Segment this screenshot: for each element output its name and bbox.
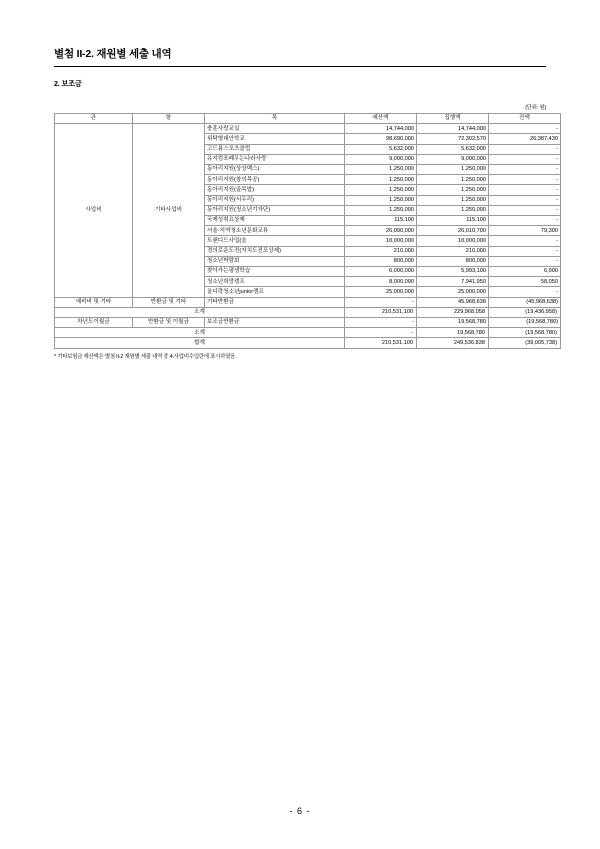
cell-hang: 반환금 및 이월금	[133, 318, 205, 328]
cell-mok: 서울·지역청소년문화교류	[205, 226, 345, 236]
subtotal-row	[55, 307, 561, 317]
subtotal-budget: -	[345, 328, 417, 338]
cell-mok: 동아리지원(서우리)	[205, 195, 345, 205]
cell-budget: 5,632,000	[345, 144, 417, 154]
cell-balance: -	[489, 287, 561, 297]
cell-mok: 경의로운도전(자치도전포상제)	[205, 246, 345, 256]
cell-budget: 9,000,000	[345, 154, 417, 164]
cell-spent: 5,993,100	[417, 267, 489, 277]
cell-hang: 반환금 및 기타	[133, 297, 205, 307]
column-header-budget: 예산액	[345, 114, 417, 124]
column-header-spent: 집행액	[417, 114, 489, 124]
cell-mok: 보조금반환금	[205, 318, 345, 328]
cell-budget: 1,250,000	[345, 175, 417, 185]
cell-budget: 25,000,000	[345, 287, 417, 297]
cell-mok: 유지컴포폐우는나라사랑	[205, 154, 345, 164]
subtotal-row	[55, 328, 561, 338]
cell-budget: 98,690,000	[345, 134, 417, 144]
cell-spent: 1,250,000	[417, 185, 489, 195]
cell-balance: 6,900	[489, 267, 561, 277]
page-title: 별첨 II-2. 재원별 세출 내역	[54, 46, 546, 67]
cell-balance: (19,568,780)	[489, 318, 561, 328]
cell-balance: 26,387,430	[489, 134, 561, 144]
subtotal-label: 소계	[55, 328, 345, 338]
cell-balance: -	[489, 246, 561, 256]
cell-mok: 동아리지원(창의목공)	[205, 175, 345, 185]
cell-spent: 14,744,000	[417, 124, 489, 134]
cell-spent: 1,250,000	[417, 195, 489, 205]
budget-table	[54, 113, 561, 349]
table-row	[55, 318, 561, 328]
cell-mok: 위탁형대안학교	[205, 134, 345, 144]
cell-spent: 45,968,638	[417, 297, 489, 307]
total-row	[55, 338, 561, 348]
cell-mok: 동아리지원(골목밥)	[205, 185, 345, 195]
footnote: * 기타보험금 예산액은 별첨 II-2 재원별 세출 내역 중 4.사업비수입란에 표시하였음.	[54, 353, 237, 360]
total-budget: 210,531,100	[345, 338, 417, 348]
cell-balance: -	[489, 256, 561, 266]
total-label: 합계	[55, 338, 345, 348]
cell-balance: -	[489, 216, 561, 226]
cell-spent: 1,250,000	[417, 175, 489, 185]
section-label: 2. 보조금	[54, 79, 82, 88]
cell-spent: 5,632,000	[417, 144, 489, 154]
cell-spent: 10,000,000	[417, 236, 489, 246]
cell-budget: 14,744,000	[345, 124, 417, 134]
cell-hang: 기타사업비	[133, 124, 205, 297]
cell-spent: 26,010,700	[417, 226, 489, 236]
subtotal-budget: 210,531,100	[345, 307, 417, 317]
cell-budget: 10,000,000	[345, 236, 417, 246]
cell-spent: 1,250,000	[417, 205, 489, 215]
cell-spent: 19,568,780	[417, 318, 489, 328]
cell-gwan: 예비비 및 기타	[55, 297, 133, 307]
cell-gwan: 차년도이월금	[55, 318, 133, 328]
cell-balance: -	[489, 185, 561, 195]
column-header-hang: 항	[133, 114, 205, 124]
cell-spent: 7,941,950	[417, 277, 489, 287]
cell-balance: -	[489, 175, 561, 185]
table-row	[55, 297, 561, 307]
cell-budget: 26,090,000	[345, 226, 417, 236]
cell-budget: 1,250,000	[345, 205, 417, 215]
cell-budget: 210,000	[345, 246, 417, 256]
unit-note: (단위: 원)	[525, 105, 546, 111]
cell-budget: -	[345, 318, 417, 328]
subtotal-label: 소계	[55, 307, 345, 317]
cell-balance: -	[489, 205, 561, 215]
cell-balance: -	[489, 144, 561, 154]
cell-mok: 청소년박람회	[205, 256, 345, 266]
cell-budget: 800,000	[345, 256, 417, 266]
cell-mok: 고드름스포츠클럽	[205, 144, 345, 154]
cell-budget: 6,000,000	[345, 267, 417, 277]
total-balance: (39,005,738)	[489, 338, 561, 348]
cell-mok: 기타반환금	[205, 297, 345, 307]
cell-spent: 1,250,000	[417, 165, 489, 175]
cell-spent: 115,100	[417, 216, 489, 226]
table-header-row	[55, 114, 561, 124]
column-header-balance: 잔액	[489, 114, 561, 124]
page-number: - 6 -	[289, 806, 311, 816]
cell-spent: 72,302,570	[417, 134, 489, 144]
cell-budget: 1,250,000	[345, 195, 417, 205]
cell-budget: 1,250,000	[345, 185, 417, 195]
cell-mok: 청소년희망캠프	[205, 277, 345, 287]
cell-mok: 동아리지원(상상백스)	[205, 165, 345, 175]
cell-balance: 58,050	[489, 277, 561, 287]
cell-balance: 79,300	[489, 226, 561, 236]
cell-spent: 9,000,000	[417, 154, 489, 164]
cell-mok: 국제성취요상제	[205, 216, 345, 226]
subtotal-spent: 229,968,058	[417, 307, 489, 317]
cell-mok: 찾아가는평생학습	[205, 267, 345, 277]
cell-mok: 충훈사랑교실	[205, 124, 345, 134]
cell-balance: -	[489, 154, 561, 164]
cell-budget: 115,100	[345, 216, 417, 226]
cell-balance: -	[489, 195, 561, 205]
total-spent: 249,536,838	[417, 338, 489, 348]
cell-balance: -	[489, 165, 561, 175]
cell-spent: 800,000	[417, 256, 489, 266]
subtotal-spent: 19,568,780	[417, 328, 489, 338]
column-header-mok: 목	[205, 114, 345, 124]
cell-budget: 1,250,000	[345, 165, 417, 175]
cell-budget: -	[345, 297, 417, 307]
cell-budget: 8,000,000	[345, 277, 417, 287]
cell-mok: 동아리지원(청소년기자단)	[205, 205, 345, 215]
subtotal-balance: (19,568,780)	[489, 328, 561, 338]
column-header-gwan: 관	[55, 114, 133, 124]
cell-balance: -	[489, 124, 561, 134]
cell-mok: 올디락청소년junior캠프	[205, 287, 345, 297]
cell-balance: -	[489, 236, 561, 246]
subtotal-balance: (19,436,958)	[489, 307, 561, 317]
cell-mok: 트랜디드사업(을	[205, 236, 345, 246]
cell-spent: 25,000,000	[417, 287, 489, 297]
cell-gwan: 사업비	[55, 124, 133, 297]
cell-balance: (45,968,638)	[489, 297, 561, 307]
table-row	[55, 124, 561, 134]
cell-spent: 210,000	[417, 246, 489, 256]
